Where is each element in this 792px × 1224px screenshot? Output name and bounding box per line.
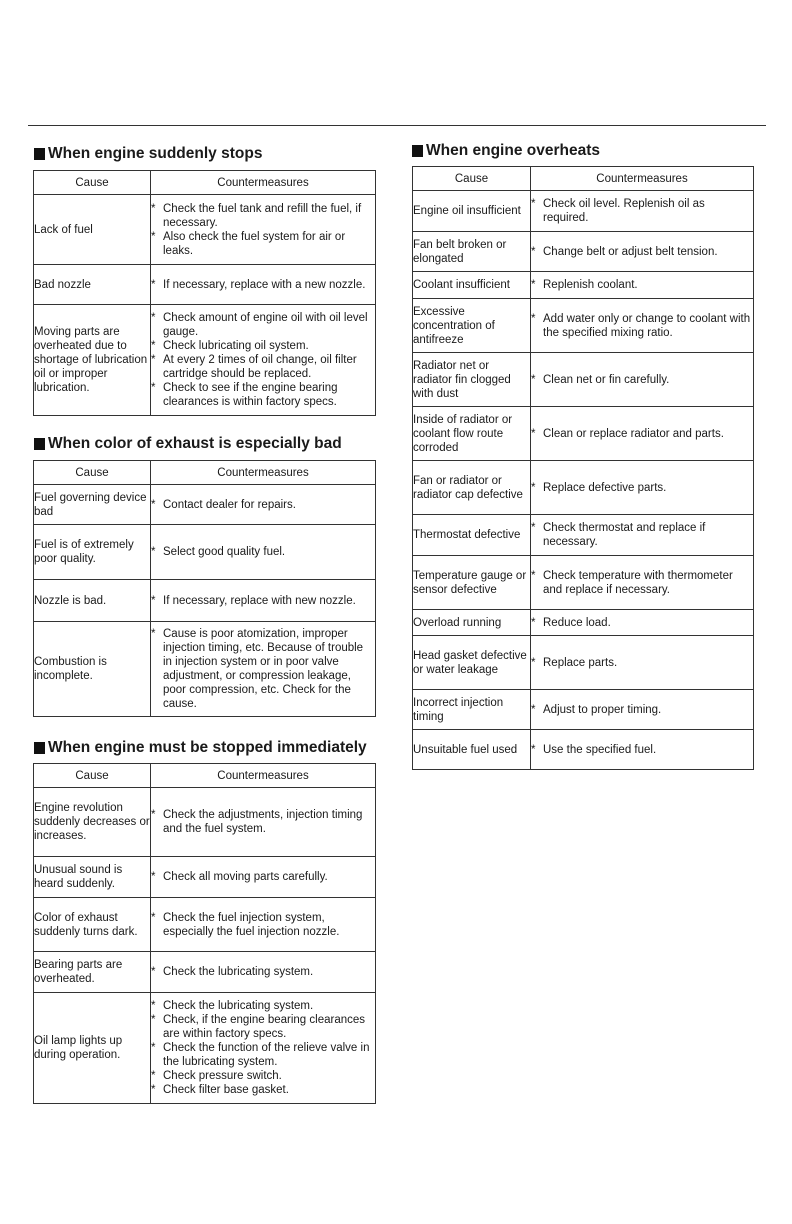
table-overheats [412, 166, 754, 770]
header-cause: Cause [34, 764, 151, 788]
table-suddenly-stops [33, 170, 376, 416]
table-row [34, 898, 376, 952]
countermeasure-item: * Cause is poor atomization, improper injection timing, etc. Because of trouble in injection system or in poor valve adjustment, or compression leakage, poor compression, etc. Check for the cause. [151, 627, 375, 711]
countermeasure-item: * Replenish coolant. [531, 278, 753, 292]
countermeasure-item: * Check the fuel tank and refill the fuel, if necessary. [151, 202, 375, 230]
table-header-row [34, 171, 376, 195]
countermeasures-cell [531, 690, 754, 730]
cause-cell: Moving parts are overheated due to shortage of lubrication oil or improper lubrication. [34, 305, 151, 416]
countermeasure-item: * Clean net or fin carefully. [531, 373, 753, 387]
countermeasures-cell [531, 556, 754, 610]
section-title-suddenly-stops: When engine suddenly stops [34, 145, 262, 163]
countermeasure-item: * Check the fuel injection system, especially the fuel injection nozzle. [151, 911, 375, 939]
table-row [34, 622, 376, 717]
countermeasures-cell [151, 788, 376, 857]
square-bullet-icon [34, 742, 45, 754]
countermeasure-item: * Check the function of the relieve valve in the lubricating system. [151, 1041, 375, 1069]
countermeasures-cell [531, 272, 754, 299]
countermeasure-item: * Contact dealer for repairs. [151, 498, 375, 512]
cause-cell: Unsuitable fuel used [413, 730, 531, 770]
top-rule [28, 125, 766, 126]
cause-cell: Inside of radiator or coolant flow route corroded [413, 407, 531, 461]
countermeasure-item: * Clean or replace radiator and parts. [531, 427, 753, 441]
cause-cell: Incorrect injection timing [413, 690, 531, 730]
table-row [413, 191, 754, 232]
countermeasures-cell [151, 485, 376, 525]
countermeasure-item: * Change belt or adjust belt tension. [531, 245, 753, 259]
cause-cell: Overload running [413, 610, 531, 636]
countermeasures-cell [151, 952, 376, 993]
countermeasure-item: * Check the lubricating system. [151, 965, 375, 979]
square-bullet-icon [412, 145, 423, 157]
header-countermeasures: Countermeasures [151, 461, 376, 485]
cause-cell: Engine revolution suddenly decreases or increases. [34, 788, 151, 857]
table-row [413, 353, 754, 407]
square-bullet-icon [34, 148, 45, 160]
cause-cell: Unusual sound is heard suddenly. [34, 857, 151, 898]
cause-cell: Fuel governing device bad [34, 485, 151, 525]
table-row [34, 952, 376, 993]
countermeasure-item: * Reduce load. [531, 616, 753, 630]
cause-cell: Radiator net or radiator fin clogged with dust [413, 353, 531, 407]
header-cause: Cause [413, 167, 531, 191]
table-row [413, 272, 754, 299]
countermeasures-cell [531, 461, 754, 515]
countermeasures-cell [151, 898, 376, 952]
countermeasures-cell [531, 191, 754, 232]
countermeasures-cell [151, 305, 376, 416]
cause-cell: Oil lamp lights up during operation. [34, 993, 151, 1104]
countermeasure-item: * Check temperature with thermometer and replace if necessary. [531, 569, 753, 597]
countermeasures-cell [151, 622, 376, 717]
cause-cell: Bad nozzle [34, 265, 151, 305]
countermeasures-cell [151, 993, 376, 1104]
countermeasures-cell [531, 610, 754, 636]
table-row [34, 993, 376, 1104]
table-stop-immediately [33, 763, 376, 1104]
table-row [34, 788, 376, 857]
cause-cell: Lack of fuel [34, 195, 151, 265]
countermeasure-item: * Check oil level. Replenish oil as required. [531, 197, 753, 225]
countermeasures-cell [151, 580, 376, 622]
countermeasures-cell [531, 232, 754, 272]
table-header-row [34, 764, 376, 788]
table-row [413, 556, 754, 610]
table-row [34, 580, 376, 622]
countermeasure-item: * Check to see if the engine bearing clearances is within factory specs. [151, 381, 375, 409]
countermeasure-item: * Adjust to proper timing. [531, 703, 753, 717]
header-cause: Cause [34, 171, 151, 195]
countermeasure-item: * Replace defective parts. [531, 481, 753, 495]
table-row [413, 232, 754, 272]
countermeasure-item: * If necessary, replace with new nozzle. [151, 594, 375, 608]
countermeasure-item: * Check amount of engine oil with oil level gauge. [151, 311, 375, 339]
countermeasures-cell [531, 515, 754, 556]
cause-cell: Color of exhaust suddenly turns dark. [34, 898, 151, 952]
table-row [34, 857, 376, 898]
section-title-stop-immediately: When engine must be stopped immediately [34, 739, 367, 757]
table-row [413, 407, 754, 461]
table-row [413, 610, 754, 636]
countermeasures-cell [151, 195, 376, 265]
section-title-exhaust-color: When color of exhaust is especially bad [34, 435, 342, 453]
countermeasure-item: * Select good quality fuel. [151, 545, 375, 559]
table-row [413, 636, 754, 690]
countermeasures-cell [151, 857, 376, 898]
countermeasures-cell [151, 525, 376, 580]
table-exhaust-color [33, 460, 376, 717]
table-row [34, 265, 376, 305]
countermeasure-item: * At every 2 times of oil change, oil filter cartridge should be replaced. [151, 353, 375, 381]
cause-cell: Fan belt broken or elongated [413, 232, 531, 272]
cause-cell: Head gasket defective or water leakage [413, 636, 531, 690]
cause-cell: Bearing parts are overheated. [34, 952, 151, 993]
table-row [34, 195, 376, 265]
cause-cell: Combustion is incomplete. [34, 622, 151, 717]
countermeasure-item: * Check filter base gasket. [151, 1083, 375, 1097]
cause-cell: Temperature gauge or sensor defective [413, 556, 531, 610]
table-row [34, 485, 376, 525]
section-title-overheats: When engine overheats [412, 142, 600, 160]
cause-cell: Thermostat defective [413, 515, 531, 556]
countermeasure-item: * Check thermostat and replace if necessary. [531, 521, 753, 549]
countermeasure-item: * Add water only or change to coolant with the specified mixing ratio. [531, 312, 753, 340]
countermeasure-item: * If necessary, replace with a new nozzle. [151, 278, 375, 292]
table-row [413, 690, 754, 730]
table-row [413, 299, 754, 353]
table-row [413, 730, 754, 770]
countermeasures-cell [151, 265, 376, 305]
cause-cell: Excessive concentration of antifreeze [413, 299, 531, 353]
square-bullet-icon [34, 438, 45, 450]
header-countermeasures: Countermeasures [151, 171, 376, 195]
table-row [413, 515, 754, 556]
table-row [413, 461, 754, 515]
table-header-row [413, 167, 754, 191]
countermeasure-item: * Check, if the engine bearing clearances are within factory specs. [151, 1013, 375, 1041]
cause-cell: Fuel is of extremely poor quality. [34, 525, 151, 580]
countermeasure-item: * Check pressure switch. [151, 1069, 375, 1083]
countermeasure-item: * Use the specified fuel. [531, 743, 753, 757]
countermeasures-cell [531, 636, 754, 690]
header-cause: Cause [34, 461, 151, 485]
countermeasure-item: * Check all moving parts carefully. [151, 870, 375, 884]
countermeasures-cell [531, 407, 754, 461]
countermeasure-item: * Check the lubricating system. [151, 999, 375, 1013]
cause-cell: Fan or radiator or radiator cap defective [413, 461, 531, 515]
countermeasure-item: * Replace parts. [531, 656, 753, 670]
cause-cell: Coolant insufficient [413, 272, 531, 299]
cause-cell: Engine oil insufficient [413, 191, 531, 232]
countermeasures-cell [531, 299, 754, 353]
cause-cell: Nozzle is bad. [34, 580, 151, 622]
table-row [34, 305, 376, 416]
countermeasure-item: * Also check the fuel system for air or leaks. [151, 230, 375, 258]
countermeasures-cell [531, 353, 754, 407]
table-row [34, 525, 376, 580]
header-countermeasures: Countermeasures [531, 167, 754, 191]
table-header-row [34, 461, 376, 485]
countermeasures-cell [531, 730, 754, 770]
header-countermeasures: Countermeasures [151, 764, 376, 788]
countermeasure-item: * Check lubricating oil system. [151, 339, 375, 353]
countermeasure-item: * Check the adjustments, injection timing and the fuel system. [151, 808, 375, 836]
